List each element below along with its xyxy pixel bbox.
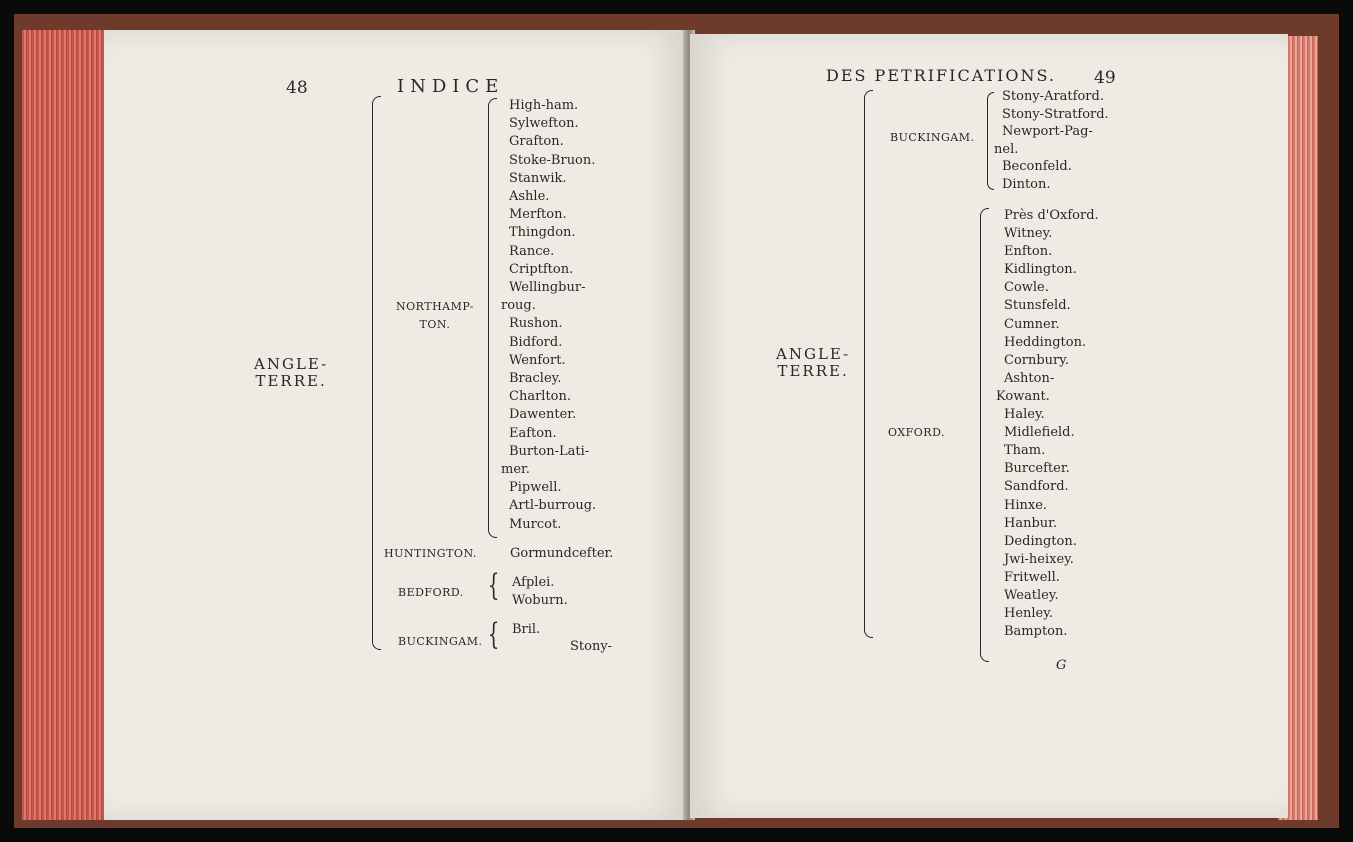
place-entry: Newport-Pag- (1002, 124, 1093, 139)
place-entry: Bracley. (509, 371, 562, 387)
place-entry: roug. (501, 298, 536, 314)
left-page (104, 30, 686, 820)
place-entry: Wenfort. (509, 352, 566, 368)
place-entry: Fritwell. (1004, 569, 1060, 585)
region-label-left: ANGLE- TERRE. (254, 355, 329, 391)
county-buckingam-left: BUCKINGAM. (398, 635, 483, 648)
northampton-bracket (488, 98, 497, 538)
page-number-right: 49 (1094, 68, 1116, 88)
buckingam-places-right (994, 88, 1109, 193)
place-entry: Bampton. (1004, 624, 1068, 640)
place-entry: Tham. (1004, 443, 1046, 459)
place-entry: Heddington. (1004, 334, 1087, 350)
page-edges-left (22, 30, 112, 820)
place-entry: Sylwefton. (509, 116, 579, 132)
place-entry: Haley. (1004, 407, 1045, 423)
buckingam-place-left: Bril. (512, 622, 541, 637)
northampton-places (501, 97, 597, 534)
place-entry: Cowle. (1004, 280, 1049, 296)
huntington-place: Gormundcefter. (510, 546, 614, 561)
place-entry: Hanbur. (1004, 515, 1058, 531)
place-entry: Artl-burroug. (509, 498, 597, 514)
bedford-places: Afplei. Woburn. (512, 575, 568, 609)
place-entry: Weatley. (1004, 587, 1059, 603)
place-entry: Henley. (1004, 606, 1054, 622)
place-entry: Pipwell. (509, 480, 562, 496)
signature-mark: G (1056, 658, 1067, 673)
running-head-left: INDICE (397, 76, 505, 97)
place-entry: Stanwik. (509, 170, 567, 186)
place-entry: Burton-Lati- (509, 443, 590, 459)
place-entry: Kidlington. (1004, 262, 1077, 278)
place-entry: Près d'Oxford. (1004, 208, 1099, 223)
place-entry: Cornbury. (1004, 352, 1070, 368)
region-label-right: ANGLE- TERRE. (776, 345, 851, 381)
place-entry: Jwi-heixey. (1004, 551, 1074, 567)
place-entry: Cumner. (1004, 316, 1060, 332)
place-entry: nel. (994, 141, 1019, 157)
place-entry: Stony-Stratford. (1002, 106, 1109, 122)
place-entry: Ashton- (1004, 370, 1055, 386)
place-entry: Criptfton. (509, 261, 574, 277)
place-entry: Kowant. (996, 388, 1050, 404)
place-entry: Merfton. (509, 207, 567, 223)
place-entry: Thingdon. (509, 225, 576, 241)
place-entry: Grafton. (509, 134, 564, 150)
place-entry: Charlton. (509, 389, 571, 405)
place-entry: Hinxe. (1004, 497, 1048, 513)
running-head-right: DES PETRIFICATIONS. (826, 66, 1056, 85)
place-entry: Bidford. (509, 334, 563, 350)
place-entry: Murcot. (509, 516, 562, 532)
place-entry: Rushon. (509, 316, 563, 332)
oxford-places (996, 207, 1099, 641)
region-bracket-left (372, 96, 381, 650)
place-entry: Ashle. (509, 189, 550, 205)
place-entry: Rance. (509, 243, 555, 259)
place-entry: Dinton. (1002, 176, 1051, 192)
place-entry: Enfton. (1004, 244, 1053, 260)
buckingam-bracket-right (987, 92, 994, 190)
place-entry: Stony-Aratford. (1002, 89, 1104, 104)
place-entry: Burcefter. (1004, 461, 1070, 477)
county-northampton: NORTHAMP- TON. (396, 300, 474, 331)
place-entry: Wellingbur- (509, 280, 586, 296)
place-entry: Witney. (1004, 226, 1053, 242)
place-entry: Stoke-Bruon. (509, 152, 596, 168)
place-entry: Eafton. (509, 425, 557, 441)
county-huntington: HUNTINGTON. (384, 547, 477, 560)
place-entry: High-ham. (509, 98, 579, 113)
catchword: Stony- (570, 639, 613, 654)
place-entry: Midlefield. (1004, 425, 1075, 441)
place-entry: mer. (501, 462, 530, 478)
place-entry: Stunsfeld. (1004, 298, 1071, 314)
county-oxford: OXFORD. (888, 426, 946, 439)
county-buckingam-right: BUCKINGAM. (890, 131, 975, 144)
place-entry: Sandford. (1004, 479, 1069, 495)
oxford-bracket (980, 208, 989, 662)
buckingam-brace-left: { (487, 617, 500, 652)
place-entry: Dedington. (1004, 533, 1077, 549)
place-entry: Beconfeld. (1002, 159, 1072, 174)
county-bedford: BEDFORD. (398, 586, 464, 599)
place-entry: Dawenter. (509, 407, 577, 423)
bedford-brace: { (487, 568, 500, 603)
page-number-left: 48 (286, 78, 308, 98)
region-bracket-right (864, 90, 873, 638)
